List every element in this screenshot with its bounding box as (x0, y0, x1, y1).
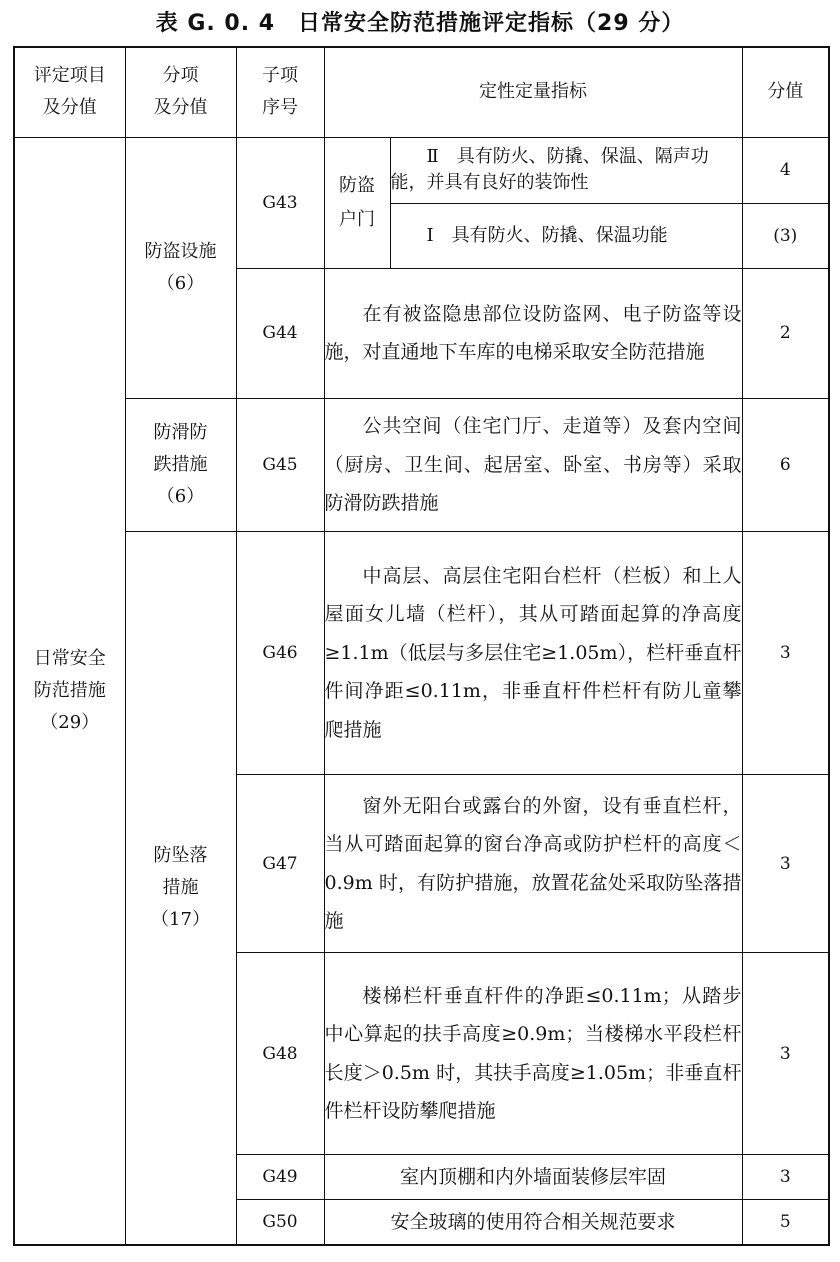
indicator-g50: 安全玻璃的使用符合相关规范要求 (324, 1200, 742, 1245)
serial-g50: G50 (236, 1200, 324, 1245)
table-row (14, 531, 829, 774)
group-anti-slip: 防滑防 跌措施 （6） (125, 398, 236, 531)
serial-g46: G46 (236, 531, 324, 774)
group-anti-fall: 防坠落 措施 （17） (125, 531, 236, 1245)
indicator-g45: 公共空间（住宅门厅、走道等）及套内空间（厨房、卫生间、起居室、卧室、书房等）采取防滑防跌措施 (324, 398, 742, 531)
serial-g43: G43 (236, 137, 324, 268)
header-row (14, 47, 829, 137)
score-g49: 3 (742, 1155, 829, 1200)
serial-g49: G49 (236, 1155, 324, 1200)
serial-g44: G44 (236, 268, 324, 398)
score-g50: 5 (742, 1200, 829, 1245)
header-item: 评定项目 及分值 (14, 47, 125, 137)
indicator-g43-level-1: Ⅰ 具有防火、防撬、保温功能 (390, 203, 742, 268)
score-g46: 3 (742, 531, 829, 774)
score-g43-level-2: 4 (742, 137, 829, 203)
evaluation-table (13, 46, 830, 1246)
serial-g47: G47 (236, 775, 324, 953)
serial-g48: G48 (236, 953, 324, 1155)
header-score: 分值 (742, 47, 829, 137)
indicator-g46: 中高层、高层住宅阳台栏杆（栏板）和上人屋面女儿墙（栏杆），其从可踏面起算的净高度≥1.1m（低层与多层住宅≥1.05m），栏杆垂直杆件间净距≤0.11m，非垂直杆件栏杆有防儿童攀爬措施 (324, 531, 742, 774)
indicator-g49: 室内顶棚和内外墙面装修层牢固 (324, 1155, 742, 1200)
indicator-g48: 楼梯栏杆垂直杆件的净距≤0.11m；从踏步中心算起的扶手高度≥0.9m；当楼梯水平段栏杆长度＞0.5m 时，其扶手高度≥1.05m；非垂直杆件栏杆设防攀爬措施 (324, 953, 742, 1155)
group-anti-theft: 防盗设施 （6） (125, 137, 236, 398)
table-row (14, 398, 829, 531)
score-g47: 3 (742, 775, 829, 953)
score-g44: 2 (742, 268, 829, 398)
anti-theft-door-label: 防盗 户门 (324, 137, 390, 268)
header-serial: 子项 序号 (236, 47, 324, 137)
indicator-g44: 在有被盗隐患部位设防盗网、电子防盗等设施，对直通地下车库的电梯采取安全防范措施 (324, 268, 742, 398)
score-g48: 3 (742, 953, 829, 1155)
table-title: 表 G. 0. 4 日常安全防范措施评定指标（29 分） (155, 11, 685, 36)
indicator-g43-level-2: Ⅱ 具有防火、防撬、保温、隔声功能，并具有良好的装饰性 (390, 137, 742, 203)
table-row (14, 137, 829, 203)
score-g43-level-1: (3) (742, 203, 829, 268)
item-cell: 日常安全 防范措施 （29） (14, 137, 125, 1245)
score-g45: 6 (742, 398, 829, 531)
header-indicator: 定性定量指标 (324, 47, 742, 137)
header-subitem: 分项 及分值 (125, 47, 236, 137)
indicator-g47: 窗外无阳台或露台的外窗，设有垂直栏杆，当从可踏面起算的窗台净高或防护栏杆的高度＜0.9m 时，有防护措施，放置花盆处采取防坠落措施 (324, 775, 742, 953)
serial-g45: G45 (236, 398, 324, 531)
